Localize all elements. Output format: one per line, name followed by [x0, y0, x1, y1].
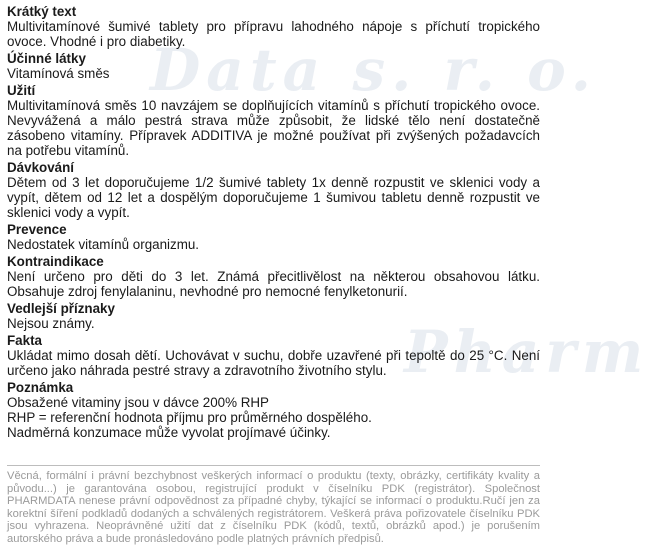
- section-body: [7, 98, 540, 158]
- section-title: Poznámka: [7, 380, 74, 395]
- section-line: Obsažené vitaminy jsou v dávce 200% RHP: [7, 395, 269, 410]
- section-body: [7, 395, 540, 440]
- section-title: Dávkování: [7, 160, 74, 175]
- section-line: Nadměrná konzumace může vyvolat projímavé účinky.: [7, 425, 331, 440]
- section-body: [7, 66, 540, 81]
- section-title: Vedlejší příznaky: [7, 301, 115, 316]
- section-title: Užití: [7, 83, 36, 98]
- section-title: Prevence: [7, 222, 67, 237]
- section-title: Krátký text: [7, 4, 77, 19]
- section-line: Multivitamínové šumivé tablety pro přípravu lahodného nápoje s příchutí tropického ovoce. Vhodné i pro diabetiky.: [7, 19, 540, 49]
- section-line: Nejsou známy.: [7, 316, 95, 331]
- section-line: Není určeno pro děti do 3 let. Známá přecitlivělost na některou obsahovou látku. Obsahuje zdroj fenylalaninu, nevhodné pro nemocné fenylketonurií.: [7, 269, 540, 299]
- section-line: Multivitamínová směs 10 navzájem se doplňujících vitamínů s příchutí tropického ovoce. Nevyvážená a málo pestrá strava může způsobit, že lidské tělo není dostatečně zásobeno vitamíny. Přípravek ADDITIVA je možné používat při zvýšených požadavcích na potřebu vitamínů.: [7, 98, 540, 158]
- section-body: [7, 19, 540, 49]
- section-body: [7, 316, 540, 331]
- product-info: [7, 4, 540, 442]
- section-body: [7, 348, 540, 378]
- section-title: Fakta: [7, 333, 42, 348]
- section-body: [7, 237, 540, 252]
- section-line: Dětem od 3 let doporučujeme 1/2 šumivé tablety 1x denně rozpustit ve sklenici vody a vypít, dětem od 12 let a dospělým doporučujeme 1 šumivou tabletu denně rozpustit ve sklenici vody a vypít.: [7, 175, 540, 220]
- section-title: Kontraindikace: [7, 254, 104, 269]
- section-line: Nedostatek vitamínů organizmu.: [7, 237, 200, 252]
- section-title: Účinné látky: [7, 51, 86, 66]
- disclaimer-text: Věcná, formální i právní bezchybnost veškerých informací o produktu (texty, obrázky, certifikáty kvality a původu...) je garantována osobou, registrující produkt v číselníku PDK (registrátor). Společnost PHARMDATA nenese právní odpovědnost za případné chyby, týkající se informací o produktu.Ručí jen za korektní šíření podkladů dodaných a schválených registrátorem. Veškerá práva pořizovatele číselníku PDK jsou vyhrazena. Neoprávněné užití dat z číselníku PDK (kódů, textů, obrázků apod.) je porušením autorského práva a bude pronásledováno podle platných právních předpisů.: [7, 465, 540, 546]
- section-line: RHP = referenční hodnota příjmu pro průměrného dospělého.: [7, 410, 372, 425]
- section-line: Ukládat mimo dosah dětí. Uchovávat v suchu, dobře uzavřené při tepoltě do 25 °C. Není určeno jako náhrada pestré stravy a zdravotního životního stylu.: [7, 348, 540, 378]
- section-body: [7, 269, 540, 299]
- watermark-bottom: Pharm: [404, 318, 649, 386]
- section-line: Vitamínová směs: [7, 66, 110, 81]
- watermark-top: Data s. r. o.: [150, 36, 597, 104]
- section-body: [7, 175, 540, 220]
